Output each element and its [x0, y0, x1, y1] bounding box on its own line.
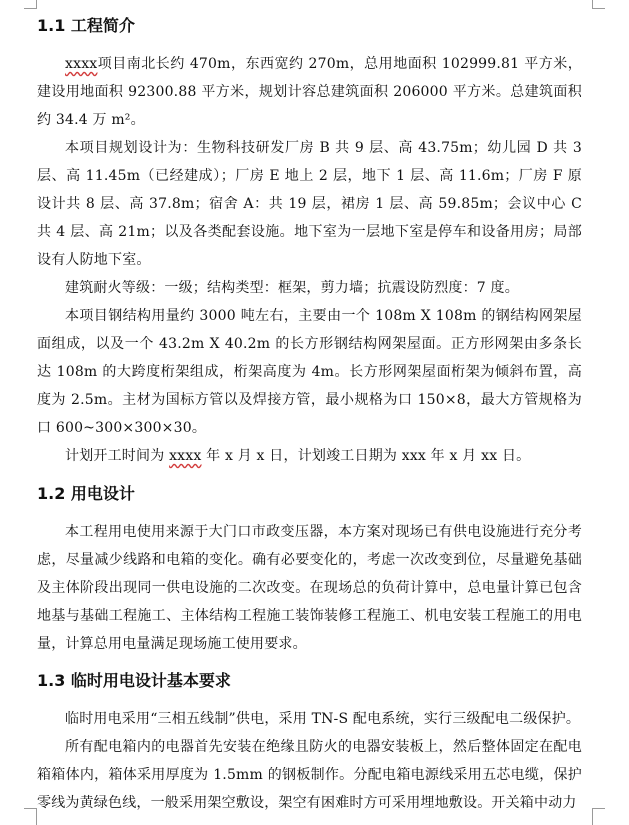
section-heading-power-design: 1.2 用电设计 — [37, 484, 135, 503]
paragraph: 本项目规划设计为：生物科技研发厂房 B 共 9 层、高 43.75m；幼儿园 D 共 3 层、高 11.45m（已经建成）；厂房 E 地上 2 层，地下 1 层、高 11.6m；厂房 F 原设计共 8 层、高 37.8m；宿舍 A：共 19 层，裙房 1 层、高 59.85m；会议中心 C 共 4 层、高 21m；以及各类配套设施。地下室为一层地下室是停车和设备用房；局部设有人防地下室。 — [37, 140, 582, 268]
paragraph: 本项目钢结构用量约 3000 吨左右，主要由一个 108m X 108m 的钢结构网架屋面组成，以及一个 43.2m X 40.2m 的长方形钢结构网架屋面。正方形网架由多条长达 108m 的大跨度桁架组成，桁架高度为 4m。长方形网架屋面桁架为倾斜布置，高度为 2.5m。主材为国标方管以及焊接方管，最小规格为口 150×8，最大方管规格为口 600~300×300×30。 — [37, 308, 582, 436]
spellcheck-word: xxxx — [65, 56, 98, 72]
paragraph — [37, 50, 582, 134]
page-corner-mark — [592, 0, 605, 9]
paragraph: 本工程用电使用来源于大门口市政变压器，本方案对现场已有供电设施进行充分考虑，尽量减少线路和电箱的变化。确有必要变化的，考虑一次改变到位，尽量避免基础及主体阶段出现同一供电设施的二次改变。在现场总的负荷计算中，总电量计算已包含地基与基础工程施工、主体结构工程施工装饰装修工程施工、机电安装工程施工的用电量，计算总用电量满足现场施工使用要求。 — [37, 524, 582, 652]
section-heading-temp-power-requirements: 1.3 临时用电设计基本要求 — [37, 671, 231, 690]
paragraph-text: 计划开工时间为 — [65, 448, 170, 464]
page-corner-mark — [592, 808, 605, 825]
paragraph: 临时用电采用“三相五线制”供电，采用 TN-S 配电系统，实行三级配电二级保护。 — [65, 711, 581, 727]
paragraph-text: 项目南北长约 470m，东西宽约 270m，总用地面积 102999.81 平方米，建设用地面积 92300.88 平方米，规划计容总建筑面积 206000 平方米。总建筑面积约 34.4 万 m²。 — [37, 56, 582, 128]
paragraph: 建筑耐火等级：一级；结构类型：框架，剪力墙；抗震设防烈度：7 度。 — [65, 280, 519, 296]
document-body — [37, 12, 582, 817]
spellcheck-word: xxxx — [169, 448, 202, 464]
page-corner-mark — [24, 808, 37, 825]
paragraph-text: 年 x 月 x 日，计划竣工日期为 xxx 年 x 月 xx 日。 — [201, 448, 531, 464]
paragraph: 所有配电箱内的电器首先安装在绝缘且防火的电器安装板上，然后整体固定在配电箱箱体内，箱体采用厚度为 1.5mm 的钢板制作。分配电箱电源线采用五芯电缆，保护零线为黄绿色线，一般采用架空敷设，架空有困难时方可采用埋地敷设。开关箱中动力 — [37, 739, 582, 811]
section-heading-project-overview: 1.1 工程简介 — [37, 16, 135, 35]
paragraph — [37, 442, 582, 470]
page-corner-mark — [24, 0, 37, 9]
